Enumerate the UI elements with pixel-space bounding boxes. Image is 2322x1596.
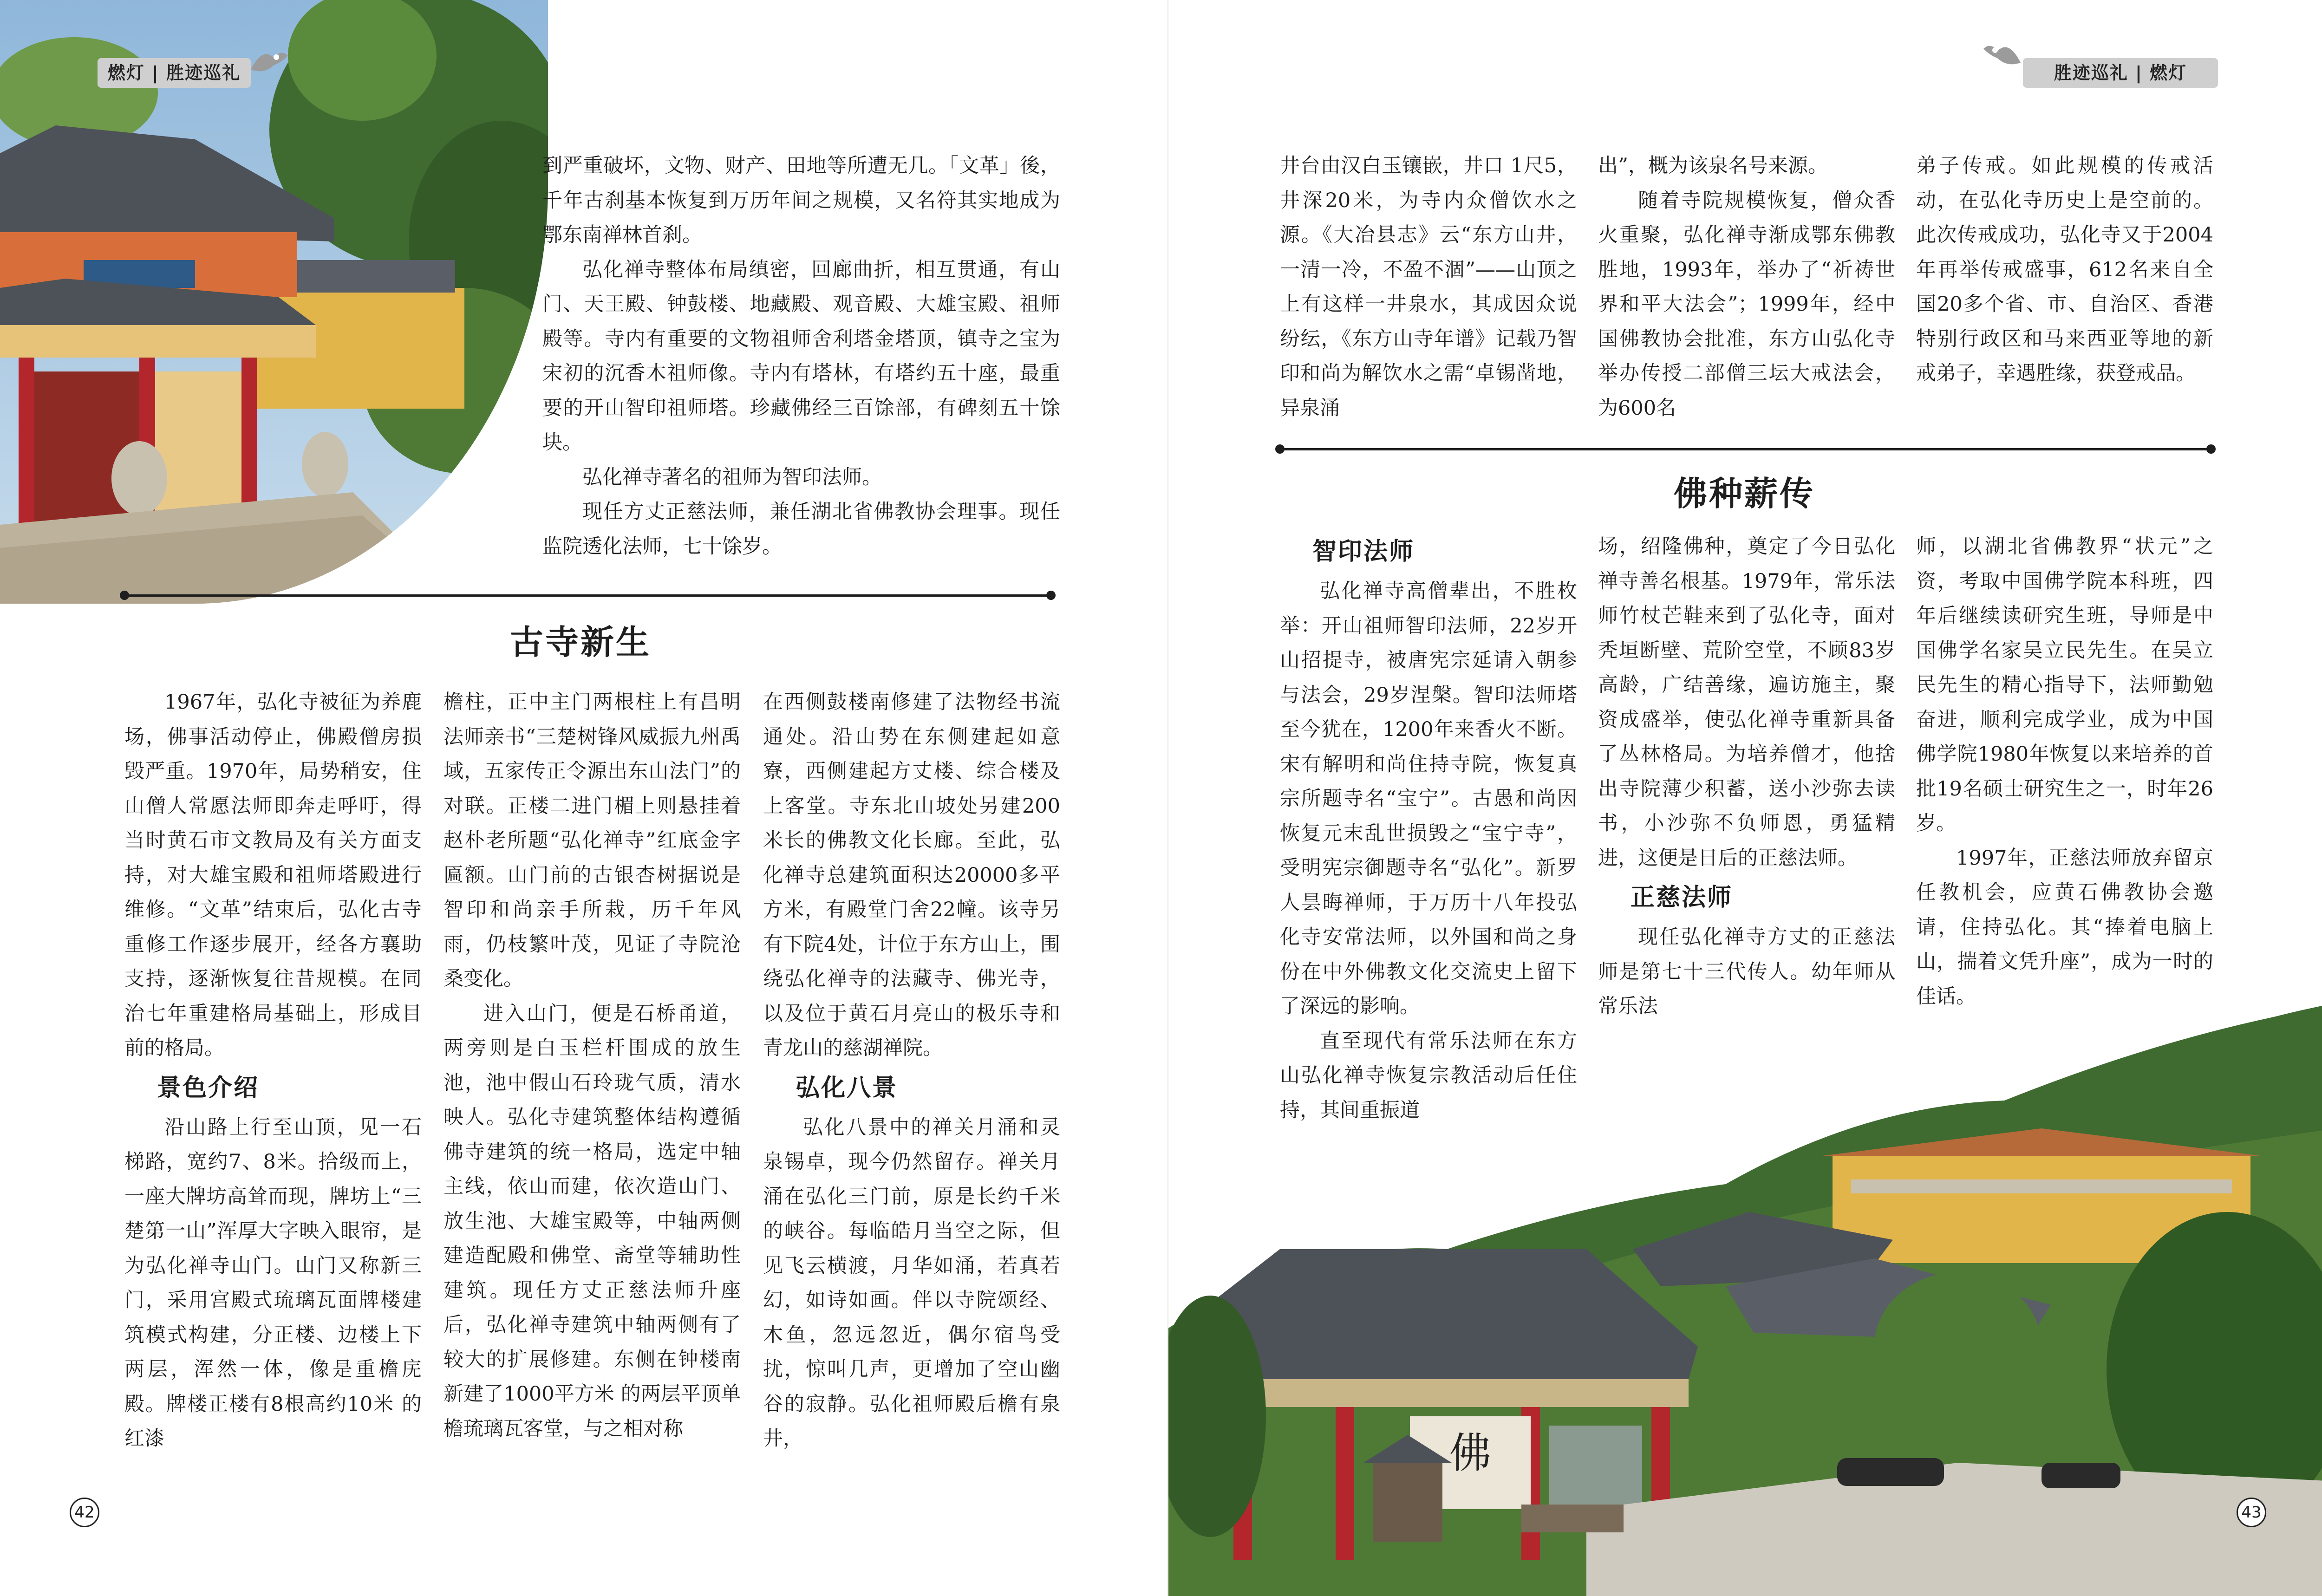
paragraph: 沿山路上行至山顶，见一石梯路，宽约7、8米。拾级而上，一座大牌坊高耸而现，牌坊上“三楚第一山”浑厚大字映入眼帘，是为弘化禅寺山门。山门又称新三门，采用宫殿式琉璃瓦面牌楼建筑模式构建，分正楼、边楼上下两层，浑然一体，像是重檐庑殿。牌楼正楼有8根高约10米 的红漆 — [124, 1115, 422, 1450]
subheading: 正慈法师 — [1631, 884, 1733, 912]
temple-gate-photo — [0, 0, 548, 604]
left-column-2 — [444, 685, 741, 1446]
left-column-1 — [124, 685, 422, 1456]
paragraph: 在西侧鼓楼南修建了法物经书流通处。沿山势在东侧建起如意寮，西侧建起方丈楼、综合楼及上客堂。寺东北山坡处另建200米长的佛教文化长廊。至此，弘化禅寺总建筑面积达20000多平方米，有殿堂门舍22幢。该寺另有下院4处，计位于东方山上，围绕弘化禅寺的法藏寺、佛光寺，以及位于黄石月亮山的极乐寺和青龙山的慈湖禅院。 — [763, 691, 1060, 1060]
page-number: 42 — [70, 1498, 99, 1527]
right-top-column-1 — [1280, 149, 1577, 425]
calligraphy-character: 佛 — [1449, 1429, 1491, 1478]
paragraph: 1997年，正慈法师放弃留京任教机会，应黄石佛教协会邀请，住持弘化。其“捧着电脑上山，揣着文凭升座”，成为一时的佳话。 — [1916, 846, 2213, 1008]
section-title: 佛种薪传 — [1673, 474, 1815, 513]
header-tab — [2023, 58, 2218, 88]
lotus-dragon-emblem-icon — [248, 44, 290, 77]
right-column-2 — [1598, 529, 1895, 1024]
page-number: 43 — [2237, 1498, 2266, 1527]
right-page — [1168, 0, 2322, 1596]
header-tab-label: 燃灯 | 胜迹巡礼 — [107, 63, 241, 83]
paragraph: 弘化禅寺整体布局缜密，回廊曲折，相互贯通，有山门、天王殿、钟鼓楼、地藏殿、观音殿、大雄宝殿、祖师殿等。寺内有重要的文物祖师舍利塔金塔顶，镇寺之宝为宋初的沉香木祖师像。寺内有塔林，有塔约五十座，最重要的开山智印祖师塔。珍藏佛经三百馀部，有碑刻五十馀块。 — [542, 258, 1060, 454]
paragraph: 弘化八景中的禅关月涌和灵泉锡卓，现今仍然留存。禅关月涌在弘化三门前，原是长约千米的峡谷。每临皓月当空之际，但见飞云横渡，月华如涌，若真若幻，如诗如画。伴以寺院颂经、木鱼，忽远忽近，偶尔宿鸟受扰，惊叫几声，更增加了空山幽谷的寂静。弘化祖师殿后檐有泉井， — [763, 1115, 1060, 1450]
paragraph: 檐柱，正中主门两根柱上有昌明法师亲书“三楚树锋风威振九州禹域，五家传正令源出东山法门”的对联。正楼二进门楣上则悬挂着赵朴老所题“弘化禅寺”红底金字匾额。山门前的古银杏树据说是智印和尚亲手所栽，历千年风雨，仍枝繁叶茂，见证了寺院沧桑变化。 — [444, 691, 741, 990]
paragraph: 弘化禅寺著名的祖师为智印法师。 — [582, 465, 882, 489]
lotus-dragon-emblem-icon — [1981, 37, 2023, 70]
left-column-3 — [763, 685, 1060, 1456]
subheading: 景色介绍 — [157, 1074, 260, 1102]
paragraph: 出”，概为该泉名号来源。 — [1598, 154, 1828, 177]
section-title: 古寺新生 — [509, 623, 651, 662]
paragraph: 现任方丈正慈法师，兼任湖北省佛教协会理事。现任监院透化法师，七十馀岁。 — [542, 500, 1060, 558]
paragraph: 弘化禅寺高僧辈出，不胜枚举：开山祖师智印法师，22岁开山招提寺，被唐宪宗延请入朝参与法会，29岁涅槃。智印法师塔至今犹在，1200年来香火不断。宋有解明和尚住持寺院，恢复真宗所题寺名“宝宁”。古愚和尚因恢复元末乱世损毁之“宝宁寺”，受明宪宗御题寺名“弘化”。新罗人昙晦禅师，于万历十八年投弘化寺安常法师，以外国和尚之身份在中外佛教文化交流史上留下了深远的影响。 — [1280, 580, 1577, 1018]
paragraph: 现任弘化禅寺方丈的正慈法师是第七十三代传人。幼年师从常乐法 — [1598, 925, 1895, 1018]
subheading: 智印法师 — [1312, 538, 1415, 566]
subheading: 弘化八景 — [796, 1074, 898, 1102]
header-tab-label: 胜迹巡礼 | 燃灯 — [2054, 63, 2187, 83]
temple-gate-illustration — [0, 0, 548, 604]
left-top-text — [542, 149, 1060, 564]
right-top-column-2 — [1598, 149, 1895, 425]
paragraph: 随着寺院规模恢复，僧众香火重聚，弘化禅寺渐成鄂东佛教胜地，1993年，举办了“祈祷世界和平大法会”；1999年，经中国佛教协会批准，东方山弘化寺举办传授二部僧三坛大戒法会，为600名 — [1598, 189, 1895, 420]
right-top-column-3 — [1916, 149, 2213, 391]
paragraph: 1967年，弘化寺被征为养鹿场，佛事活动停止，佛殿僧房损毁严重。1970年，局势稍安，住山僧人常愿法师即奔走呼吁，得当时黄石市文教局及有关方面支持，对大雄宝殿和祖师塔殿进行维修。“文革”结束后，弘化古寺重修工作逐步展开，经各方襄助支持，逐渐恢复往昔规模。在同治七年重建格局基础上，形成目前的格局。 — [124, 691, 422, 1060]
paragraph: 直至现代有常乐法师在东方山弘化禅寺恢复宗教活动后任住持，其间重振道 — [1280, 1029, 1577, 1122]
section-rule — [1280, 448, 2211, 450]
section-rule — [124, 594, 1051, 597]
paragraph: 井台由汉白玉镶嵌，井口 1尺5，井深20米，为寺内众僧饮水之源。《大冶县志》云“东方山井，一清一冷，不盈不涸”——山顶之上有这样一井泉水，其成因众说纷纭，《东方山寺年谱》记载乃智印和尚为解饮水之需“卓锡凿地，异泉涌 — [1280, 154, 1577, 420]
paragraph: 师，以湖北省佛教界“状元”之资，考取中国佛学院本科班，四年后继续读研究生班，导师是中国佛学名家吴立民先生。在吴立民先生的精心指导下，法师勤勉奋进，顺利完成学业，成为中国佛学院1980年恢复以来培养的首批19名硕士研究生之一，时年26岁。 — [1916, 535, 2213, 835]
paragraph: 进入山门，便是石桥甬道，两旁则是白玉栏杆围成的放生池，池中假山石玲珑气质，清水映人。弘化寺建筑整体结构遵循佛寺建筑的统一格局，选定中轴主线，依山而建，依次造山门、放生池、大雄宝殿等，中轴两侧建造配殿和佛堂、斋堂等辅助性建筑。现任方丈正慈法师升座后，弘化禅寺建筑中轴两侧有了较大的扩展修建。东侧在钟楼南新建了1000平方米 的两层平顶单檐琉璃瓦客堂，与之相对称 — [444, 1002, 741, 1440]
paragraph: 到严重破坏，文物、财产、田地等所遭无几。「文革」後，千年古刹基本恢复到万历年间之规模，又名符其实地成为鄂东南禅林首刹。 — [542, 154, 1060, 247]
right-column-3 — [1916, 529, 2213, 1014]
paragraph: 场，绍隆佛种，奠定了今日弘化禅寺善名根基。1979年，常乐法师竹杖芒鞋来到了弘化寺，面对秃垣断壁、荒阶空堂，不顾83岁高龄，广结善缘，遍访施主，聚资成盛举，使弘化禅寺重新具备了丛林格局。为培养僧才，他捨出寺院薄少积蓄，送小沙弥去读书，小沙弥不负师恩，勇猛精进，这便是日后的正慈法师。 — [1598, 535, 1895, 870]
paragraph: 弟子传戒。如此规模的传戒活动，在弘化寺历史上是空前的。此次传戒成功，弘化寺又于2004年再举传戒盛事，612名来自全国20多个省、市、自治区、香港特别行政区和马来西亚等地的新戒弟子，幸遇胜缘，获登戒品。 — [1916, 154, 2213, 385]
right-column-1 — [1280, 529, 1577, 1127]
header-tab — [98, 58, 251, 88]
